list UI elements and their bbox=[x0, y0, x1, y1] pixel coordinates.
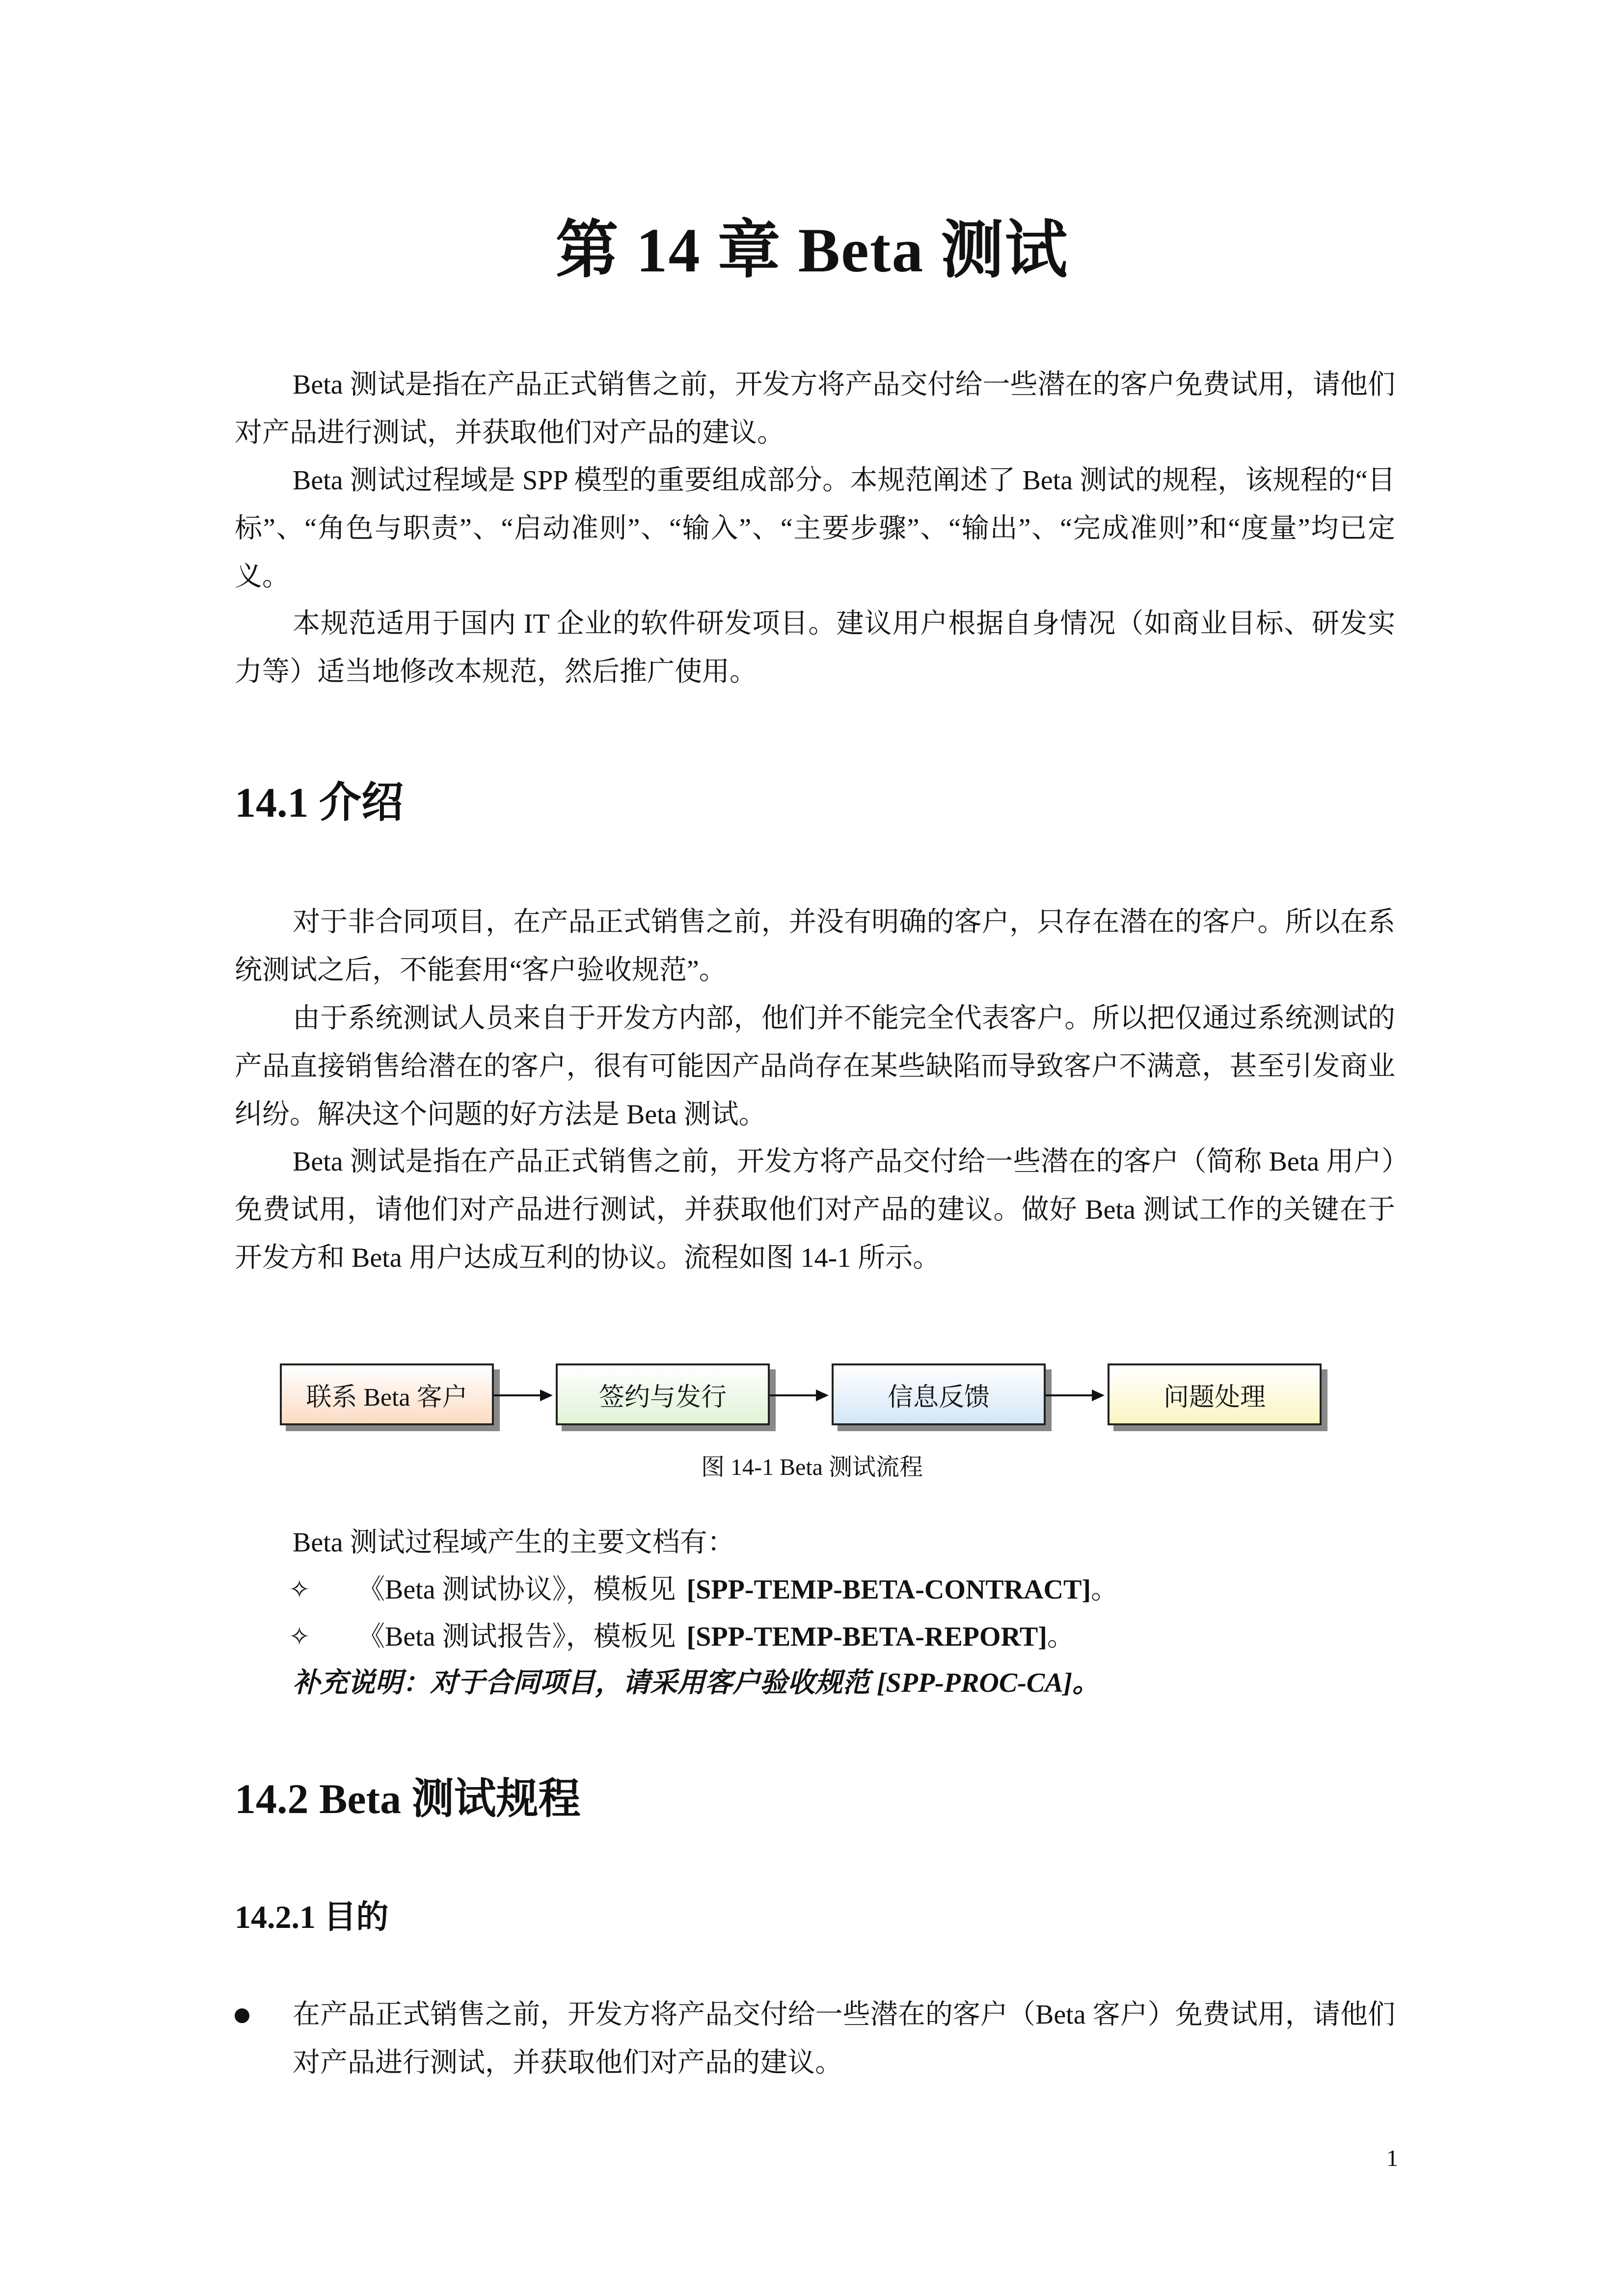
document-name: 《Beta 测试报告》，模板见 bbox=[357, 1622, 676, 1652]
purpose-bullet: 在产品正式销售之前，开发方将产品交付给一些潜在的客户（Beta 客户）免费试用，请他们对产品进行测试，并获取他们对产品的建议。 bbox=[293, 2000, 1395, 2078]
diamond-star-icon: ✧ bbox=[289, 1575, 310, 1604]
flow-arrow-line bbox=[494, 1394, 543, 1396]
document-end: 。 bbox=[1047, 1622, 1075, 1652]
figure-caption: 图 14-1 Beta 测试流程 bbox=[701, 1454, 923, 1480]
section-14-1-paragraph-3: Beta 测试是指在产品正式销售之前，开发方将产品交付给一些潜在的客户（简称 Beta 用户）免费试用，请他们对产品进行测试，并获取他们对产品的建议。做好 Beta 测试工作的关键在于开发方和 Beta 用户达成互利的协议。流程如图 14-1 所示。 bbox=[235, 1147, 1395, 1273]
beta-test-flow-diagram bbox=[275, 1360, 1335, 1433]
flow-arrow-line bbox=[770, 1394, 819, 1396]
arrow-right-icon bbox=[816, 1389, 829, 1401]
intro-paragraph-1: Beta 测试是指在产品正式销售之前，开发方将产品交付给一些潜在的客户免费试用，请他们对产品进行测试，并获取他们对产品的建议。 bbox=[235, 370, 1395, 448]
flow-step-contact bbox=[280, 1363, 494, 1425]
flow-step-issue-handling bbox=[1108, 1363, 1322, 1425]
section-14-1-paragraph-1: 对于非合同项目，在产品正式销售之前，并没有明确的客户，只存在潜在的客户。所以在系统测试之后，不能套用“客户验收规范”。 bbox=[235, 907, 1395, 986]
section-14-1-paragraph-2: 由于系统测试人员来自于开发方内部，他们并不能完全代表客户。所以把仅通过系统测试的产品直接销售给潜在的客户，很有可能因产品尚存在某些缺陷而导致客户不满意，甚至引发商业纠纷。解决这个问题的好方法是 Beta 测试。 bbox=[235, 1003, 1395, 1130]
section-heading-14-1: 14.1 介绍 bbox=[235, 779, 404, 826]
template-code: [SPP-TEMP-BETA-REPORT] bbox=[686, 1622, 1047, 1652]
document-end: 。 bbox=[1091, 1575, 1118, 1605]
flow-arrow-line bbox=[1046, 1394, 1095, 1396]
flow-step-label: 签约与发行 bbox=[598, 1383, 727, 1412]
flow-step-sign bbox=[556, 1363, 770, 1425]
section-heading-14-2: 14.2 Beta 测试规程 bbox=[235, 1775, 581, 1822]
supplementary-note: 补充说明：对于合同项目，请采用客户验收规范 [SPP-PROC-CA]。 bbox=[293, 1668, 1100, 1698]
intro-paragraph-3: 本规范适用于国内 IT 企业的软件研发项目。建议用户根据自身情况（如商业目标、研发实力等）适当地修改本规范，然后推广使用。 bbox=[235, 609, 1395, 687]
arrow-right-icon bbox=[1092, 1389, 1105, 1401]
arrow-right-icon bbox=[540, 1389, 553, 1401]
page-number: 1 bbox=[1386, 2145, 1398, 2171]
intro-paragraph-2: Beta 测试过程域是 SPP 模型的重要组成部分。本规范阐述了 Beta 测试的规程，该规程的“目标”、“角色与职责”、“启动准则”、“输入”、“主要步骤”、“输出”、“完成准则”和“度量”均已定义。 bbox=[235, 465, 1395, 592]
bullet-icon bbox=[235, 2008, 249, 2023]
diamond-star-icon: ✧ bbox=[289, 1622, 310, 1652]
documents-intro: Beta 测试过程域产生的主要文档有： bbox=[293, 1527, 735, 1558]
subsection-heading-14-2-1: 14.2.1 目的 bbox=[235, 1899, 389, 1935]
flow-step-label: 问题处理 bbox=[1163, 1383, 1266, 1412]
template-code: [SPP-TEMP-BETA-CONTRACT] bbox=[686, 1575, 1091, 1605]
document-name: 《Beta 测试协议》，模板见 bbox=[357, 1575, 676, 1605]
flow-step-label: 联系 Beta 客户 bbox=[306, 1383, 468, 1412]
flow-step-feedback bbox=[832, 1363, 1046, 1425]
chapter-title: 第 14 章 Beta 测试 bbox=[555, 215, 1069, 285]
flow-step-label: 信息反馈 bbox=[887, 1383, 990, 1412]
